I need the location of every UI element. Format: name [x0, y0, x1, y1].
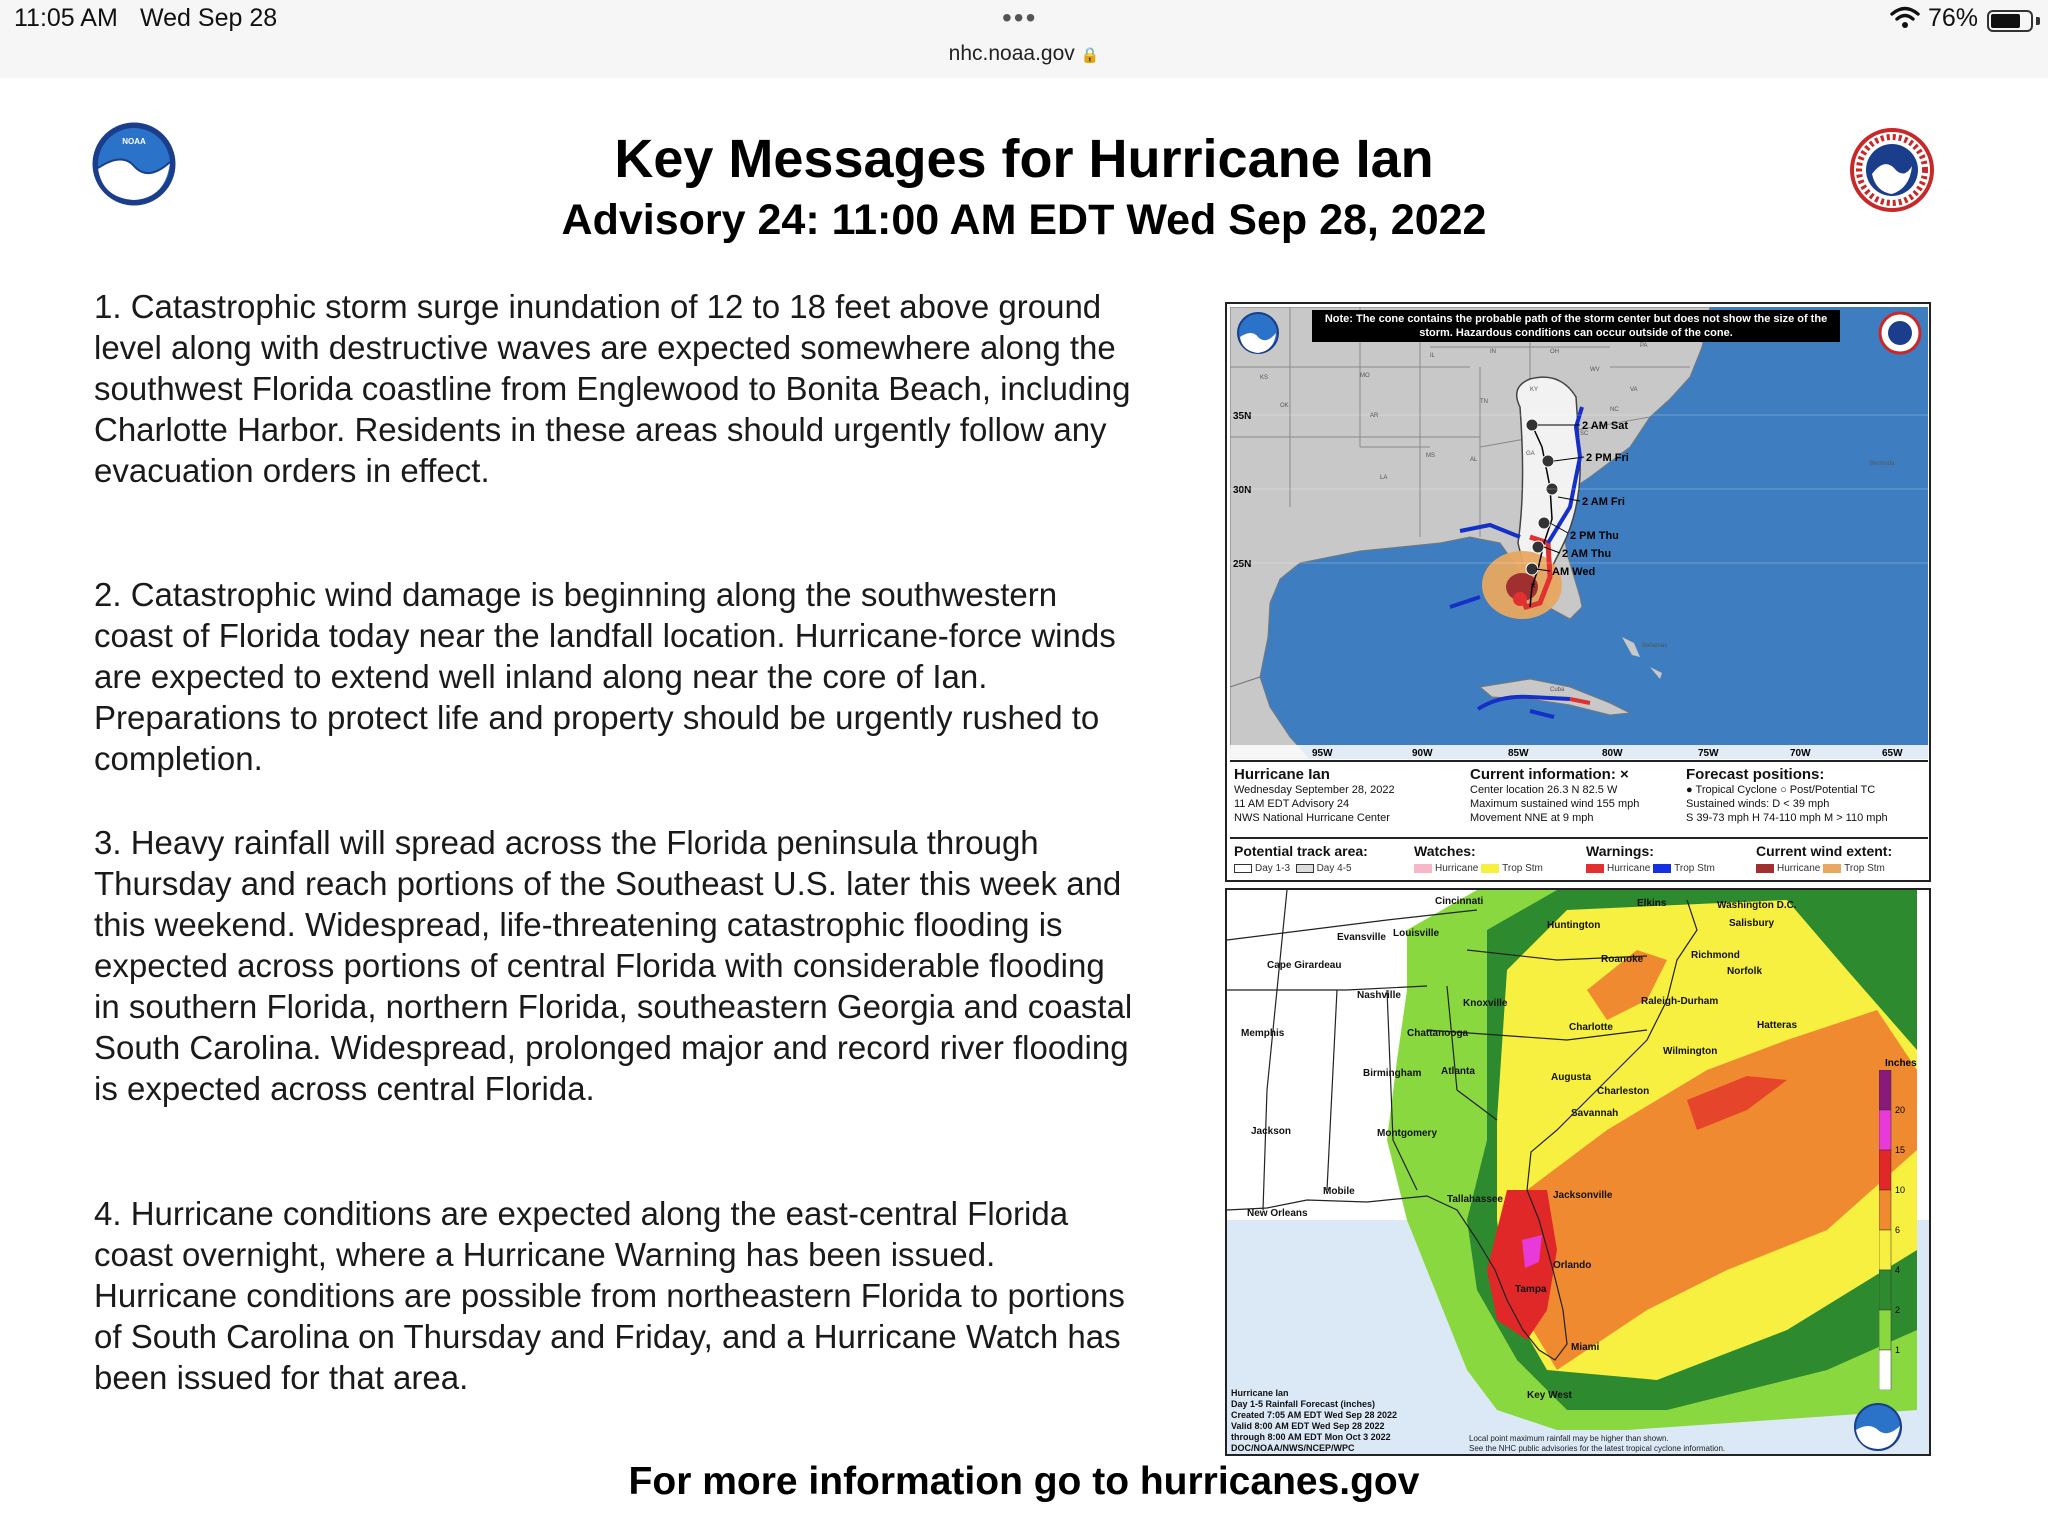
scale-label: 2 [1895, 1305, 1901, 1315]
city-label: Norfolk [1727, 966, 1762, 977]
city-label: Hatteras [1757, 1020, 1798, 1031]
state-label: OK [1280, 403, 1289, 409]
city-label: Louisville [1393, 928, 1440, 939]
state-label: VA [1630, 387, 1638, 393]
city-label: Jackson [1251, 1126, 1292, 1137]
lat-label: 25N [1233, 559, 1252, 570]
state-label: PA [1640, 343, 1648, 349]
city-label: Richmond [1691, 950, 1740, 961]
rainfall-note [1469, 1434, 1725, 1454]
city-label: Washington D.C. [1717, 900, 1797, 911]
city-label: Key West [1527, 1390, 1572, 1401]
state-label: OH [1550, 349, 1559, 355]
scale-swatch [1879, 1230, 1891, 1270]
city-label: Jacksonville [1553, 1190, 1613, 1201]
state-label: Bahamas [1642, 643, 1668, 649]
lon-label: 90W [1412, 748, 1433, 759]
scale-label: 15 [1895, 1145, 1906, 1155]
legend-wind-items: Hurricane Trop Stm [1756, 863, 1885, 874]
city-label: Augusta [1551, 1072, 1591, 1083]
status-time: 11:05 AM [14, 4, 118, 32]
state-label: LA [1380, 475, 1388, 481]
scale-label: 20 [1895, 1105, 1906, 1115]
lon-label: 75W [1698, 748, 1719, 759]
status-date: Wed Sep 28 [140, 4, 278, 32]
key-message-3: 3. Heavy rainfall will spread across the Florida peninsula through Thursday and reach portions of the Southeast U.S. later this week and this weekend. Widespread, life-threatening catastrophic flooding is expected across portions of central Florida with considerable flooding in southern Florida, northern Florida, southeastern Georgia and coastal South Carolina. Widespread, prolonged major and record river flooding is expected across central Florida. [94, 824, 1133, 1107]
city-label: Birmingham [1363, 1068, 1422, 1079]
city-label: Savannah [1571, 1108, 1619, 1119]
storm-line: 11 AM EDT Advisory 24 [1234, 798, 1350, 810]
current-info [1470, 766, 1639, 825]
forecast-line: ● Tropical Cyclone ○ Post/Potential TC [1686, 784, 1876, 796]
info-line: Day 1-5 Rainfall Forecast (inches) [1231, 1399, 1376, 1409]
city-label: Memphis [1241, 1028, 1285, 1039]
lat-label: 35N [1233, 411, 1252, 422]
scale-swatch [1879, 1070, 1891, 1110]
legend-warnings-title: Warnings: [1586, 843, 1654, 859]
more-dots-icon[interactable]: ••• [1002, 2, 1038, 33]
lon-label: 65W [1882, 748, 1903, 759]
scale-swatch [1879, 1270, 1891, 1310]
scale-swatch [1879, 1110, 1891, 1150]
scale-swatch [1879, 1350, 1891, 1390]
rainfall-forecast-graphic [1225, 888, 1931, 1456]
state-label: TN [1480, 399, 1488, 405]
nws-small-icon [1880, 313, 1920, 353]
status-bar [0, 0, 2048, 78]
forecast-label: 2 AM Thu [1562, 548, 1612, 560]
city-label: Knoxville [1463, 998, 1508, 1009]
rainfall-map [1227, 890, 1929, 1454]
state-label: Cuba [1550, 687, 1565, 693]
forecast-label: 2 PM Thu [1570, 530, 1619, 542]
scale-swatch [1879, 1150, 1891, 1190]
scale-label: 4 [1895, 1265, 1901, 1275]
info-line: Created 7:05 AM EDT Wed Sep 28 2022 [1231, 1410, 1398, 1420]
battery-percent: 76% [1928, 4, 1979, 32]
city-label: New Orleans [1247, 1208, 1308, 1219]
state-label: IN [1490, 349, 1496, 355]
state-label: AR [1370, 413, 1379, 419]
scale-title: Inches [1885, 1058, 1917, 1069]
svg-text:×: × [1530, 581, 1536, 592]
state-label: MO [1360, 373, 1370, 379]
current-line: Center location 26.3 N 82.5 W [1470, 784, 1618, 796]
footer-link[interactable]: For more information go to hurricanes.gov [628, 1460, 1420, 1503]
info-line: through 8:00 AM EDT Mon Oct 3 2022 [1231, 1432, 1391, 1442]
city-label: Raleigh-Durham [1641, 996, 1719, 1007]
page-title: Key Messages for Hurricane Ian [614, 129, 1434, 189]
city-label: Wilmington [1663, 1046, 1718, 1057]
city-label: Mobile [1323, 1186, 1355, 1197]
info-line: Hurricane Ian [1231, 1388, 1289, 1398]
state-label: NC [1610, 407, 1619, 413]
cone-legend [1230, 837, 1928, 879]
noaa-rain-logo-icon [1853, 1402, 1903, 1452]
svg-text:NOAA: NOAA [122, 137, 146, 146]
forecast-label: AM Wed [1552, 566, 1596, 578]
note-line: See the NHC public advisories for the latest tropical cyclone information. [1469, 1444, 1726, 1453]
city-label: Montgomery [1377, 1128, 1437, 1139]
lon-label: 85W [1508, 748, 1529, 759]
legend-wind-title: Current wind extent: [1756, 843, 1893, 859]
lon-label: 70W [1790, 748, 1811, 759]
cone-note: Note: The cone contains the probable path of the storm center but does not show the size of the storm. Hazardous conditions can occur outside of the cone. [1312, 310, 1840, 342]
forecast-line: S 39-73 mph H 74-110 mph M > 110 mph [1686, 812, 1888, 824]
state-label: AL [1470, 457, 1478, 463]
state-label: IL [1430, 353, 1436, 359]
battery-icon [1987, 10, 2033, 32]
forecast-line: Sustained winds: D < 39 mph [1686, 798, 1830, 810]
current-line: Maximum sustained wind 155 mph [1470, 798, 1640, 810]
info-line: Valid 8:00 AM EDT Wed Sep 28 2022 [1231, 1421, 1385, 1431]
scale-label: 1 [1895, 1345, 1901, 1355]
city-label: Charleston [1597, 1086, 1650, 1097]
state-label: Bermuda [1870, 461, 1895, 467]
city-label: Tampa [1515, 1284, 1547, 1295]
city-label: Nashville [1357, 990, 1401, 1001]
address-bar[interactable] [0, 42, 2048, 66]
note-line: Local point maximum rainfall may be higher than shown. [1469, 1434, 1669, 1443]
lock-icon: 🔒 [1080, 47, 1100, 64]
forecast-label: 2 PM Fri [1586, 452, 1629, 464]
storm-line: Wednesday September 28, 2022 [1234, 784, 1395, 796]
state-label: KY [1530, 387, 1539, 393]
scale-swatch [1879, 1190, 1891, 1230]
scale-label: 10 [1895, 1185, 1906, 1195]
city-label: Evansville [1337, 932, 1386, 943]
lat-label: 30N [1233, 485, 1252, 496]
state-label: GA [1526, 451, 1535, 457]
city-label: Tallahassee [1447, 1194, 1503, 1205]
city-label: Cincinnati [1435, 896, 1484, 907]
legend-track-title: Potential track area: [1234, 843, 1368, 859]
page-subtitle: Advisory 24: 11:00 AM EDT Wed Sep 28, 2022 [561, 196, 1487, 244]
battery-fill [1991, 14, 2020, 28]
state-label: MS [1426, 453, 1435, 459]
forecast-label: 2 AM Fri [1582, 496, 1625, 508]
city-label: Chattanooga [1407, 1028, 1469, 1039]
key-message-4: 4. Hurricane conditions are expected along the east-central Florida coast overnight, where a Hurricane Warning has been issued. Hurricane conditions are possible from northeastern Florida to portions of South Carolina on Thursday and Friday, and a Hurricane Watch has been issued for that area. [94, 1195, 1125, 1396]
city-label: Charlotte [1569, 1022, 1613, 1033]
legend-warnings-items: Hurricane Trop Stm [1586, 863, 1715, 874]
city-label: Huntington [1547, 920, 1601, 931]
rainfall-scale [1879, 1070, 1927, 1390]
url-text: nhc.noaa.gov [948, 42, 1075, 65]
legend-watches-items: Hurricane Trop Stm [1414, 863, 1543, 874]
scale-swatch [1879, 1310, 1891, 1350]
scale-label: 6 [1895, 1225, 1901, 1235]
city-label: Elkins [1637, 898, 1667, 909]
city-label: Roanoke [1601, 954, 1644, 965]
key-message-2: 2. Catastrophic wind damage is beginning along the southwestern coast of Florida today near the landfall location. Hurricane-force winds are expected to extend well inland along near the core of Ian. Preparations to protect life and property should be urgently rushed to completion. [94, 576, 1116, 777]
storm-info [1234, 766, 1395, 825]
key-message-1: 1. Catastrophic storm surge inundation of 12 to 18 feet above ground level along with destructive waves are expected somewhere along the southwest Florida coastline from Englewood to Bonita Beach, including Charlotte Harbor. Residents in these areas should urgently follow any evacuation orders in effect. [94, 288, 1131, 489]
current-title: Current information: × [1470, 766, 1629, 783]
current-line: Movement NNE at 9 mph [1470, 812, 1594, 824]
city-label: Atlanta [1441, 1066, 1475, 1077]
noaa-small-icon [1238, 313, 1278, 353]
forecast-label: 2 AM Sat [1582, 420, 1629, 432]
wifi-icon [1890, 4, 1920, 32]
state-label: KS [1260, 375, 1269, 381]
legend-watches-title: Watches: [1414, 843, 1476, 859]
state-label: WV [1590, 367, 1600, 373]
forecast-cone-graphic [1225, 302, 1931, 882]
forecast-info [1686, 766, 1888, 825]
city-label: Salisbury [1729, 918, 1775, 929]
lon-label: 95W [1312, 748, 1333, 759]
city-label: Orlando [1553, 1260, 1592, 1271]
cone-info-panel [1230, 760, 1928, 837]
storm-title: Hurricane Ian [1234, 766, 1330, 783]
legend-track-items: Day 1-3 Day 4-5 [1234, 863, 1352, 874]
city-label: Cape Girardeau [1267, 960, 1342, 971]
state-label: SC [1580, 431, 1589, 437]
lon-label: 80W [1602, 748, 1623, 759]
rainfall-info [1231, 1388, 1397, 1454]
cone-map [1230, 307, 1928, 759]
storm-line: NWS National Hurricane Center [1234, 812, 1390, 824]
info-line: DOC/NOAA/NWS/NCEP/WPC [1231, 1443, 1355, 1453]
forecast-title: Forecast positions: [1686, 766, 1825, 783]
city-label: Miami [1571, 1342, 1600, 1353]
